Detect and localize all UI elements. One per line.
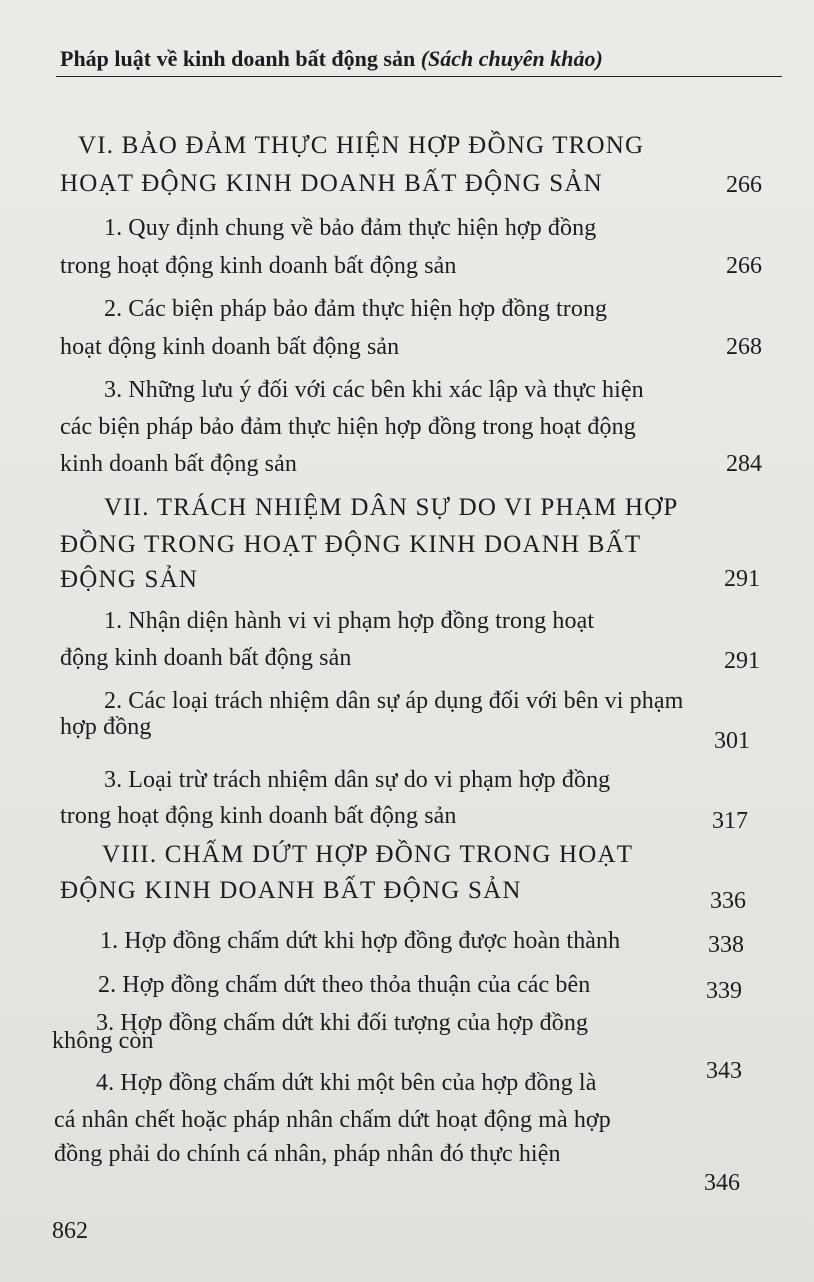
toc-heading-line: VII. TRÁCH NHIỆM DÂN SỰ DO VI PHẠM HỢP [104, 494, 679, 521]
toc-entry-line: 1. Hợp đồng chấm dứt khi hợp đồng được hoàn thành [100, 928, 621, 954]
toc-entry-line: 1. Nhận diện hành vi vi phạm hợp đồng trong hoạt [104, 608, 595, 634]
toc-page-number: 266 [726, 172, 762, 198]
page-folio: 862 [52, 1218, 88, 1244]
toc-heading-line: VIII. CHẤM DỨT HỢP ĐỒNG TRONG HOẠT [102, 841, 634, 868]
toc-entry-line: 2. Các loại trách nhiệm dân sự áp dụng đối với bên vi phạm [104, 688, 684, 714]
toc-entry-line: 2. Hợp đồng chấm dứt theo thỏa thuận của các bên [98, 972, 591, 998]
toc-heading-line: VI. BẢO ĐẢM THỰC HIỆN HỢP ĐỒNG TRONG [78, 132, 645, 159]
toc-entry-line: 2. Các biện pháp bảo đảm thực hiện hợp đồng trong [104, 296, 608, 322]
toc-page-number: 284 [726, 451, 762, 477]
toc-entry-line: hoạt động kinh doanh bất động sản [60, 334, 400, 360]
toc-entry-line: 3. Hợp đồng chấm dứt khi đối tượng của hợp đồng [96, 1010, 589, 1036]
toc-entry-line: trong hoạt động kinh doanh bất động sản [60, 803, 457, 829]
toc-page-number: 268 [726, 334, 762, 360]
toc-entry-line: không còn [52, 1028, 154, 1054]
toc-page-number: 301 [714, 728, 750, 754]
toc-entry-line: cá nhân chết hoặc pháp nhân chấm dứt hoạt động mà hợp [54, 1107, 611, 1133]
toc-entry-line: trong hoạt động kinh doanh bất động sản [60, 253, 457, 279]
toc-heading-line: ĐỘNG SẢN [60, 566, 199, 593]
toc-page-number: 339 [706, 978, 742, 1004]
toc-page-number: 336 [710, 888, 746, 914]
toc-entry-line: 1. Quy định chung về bảo đảm thực hiện hợp đồng [104, 215, 597, 241]
toc-page-number: 291 [724, 648, 760, 674]
running-header [60, 46, 603, 72]
toc-page-number: 338 [708, 932, 744, 958]
toc-entry-line: 3. Loại trừ trách nhiệm dân sự do vi phạm hợp đồng [104, 767, 611, 793]
toc-page-number: 266 [726, 253, 762, 279]
toc-heading-line: ĐỘNG KINH DOANH BẤT ĐỘNG SẢN [60, 877, 522, 904]
toc-page-number: 291 [724, 566, 760, 592]
toc-heading-line: HOẠT ĐỘNG KINH DOANH BẤT ĐỘNG SẢN [60, 170, 603, 197]
toc-entry-line: các biện pháp bảo đảm thực hiện hợp đồng trong hoạt động [60, 414, 636, 440]
toc-page-number: 346 [704, 1170, 740, 1196]
toc-entry-line: 3. Những lưu ý đối với các bên khi xác lập và thực hiện [104, 377, 644, 403]
toc-entry-line: đồng phải do chính cá nhân, pháp nhân đó thực hiện [54, 1141, 561, 1167]
toc-heading-line: ĐỒNG TRONG HOẠT ĐỘNG KINH DOANH BẤT [60, 531, 642, 558]
toc-page-number: 317 [712, 808, 748, 834]
toc-entry-line: kinh doanh bất động sản [60, 451, 297, 477]
header-subtitle: (Sách chuyên khảo) [420, 46, 603, 71]
toc-entry-line: hợp đồng [60, 714, 152, 740]
header-title: Pháp luật về kinh doanh bất động sản [60, 46, 416, 71]
toc-entry-line: 4. Hợp đồng chấm dứt khi một bên của hợp đồng là [96, 1070, 597, 1096]
header-rule [56, 76, 782, 77]
toc-page-number: 343 [706, 1058, 742, 1084]
toc-entry-line: động kinh doanh bất động sản [60, 645, 352, 671]
